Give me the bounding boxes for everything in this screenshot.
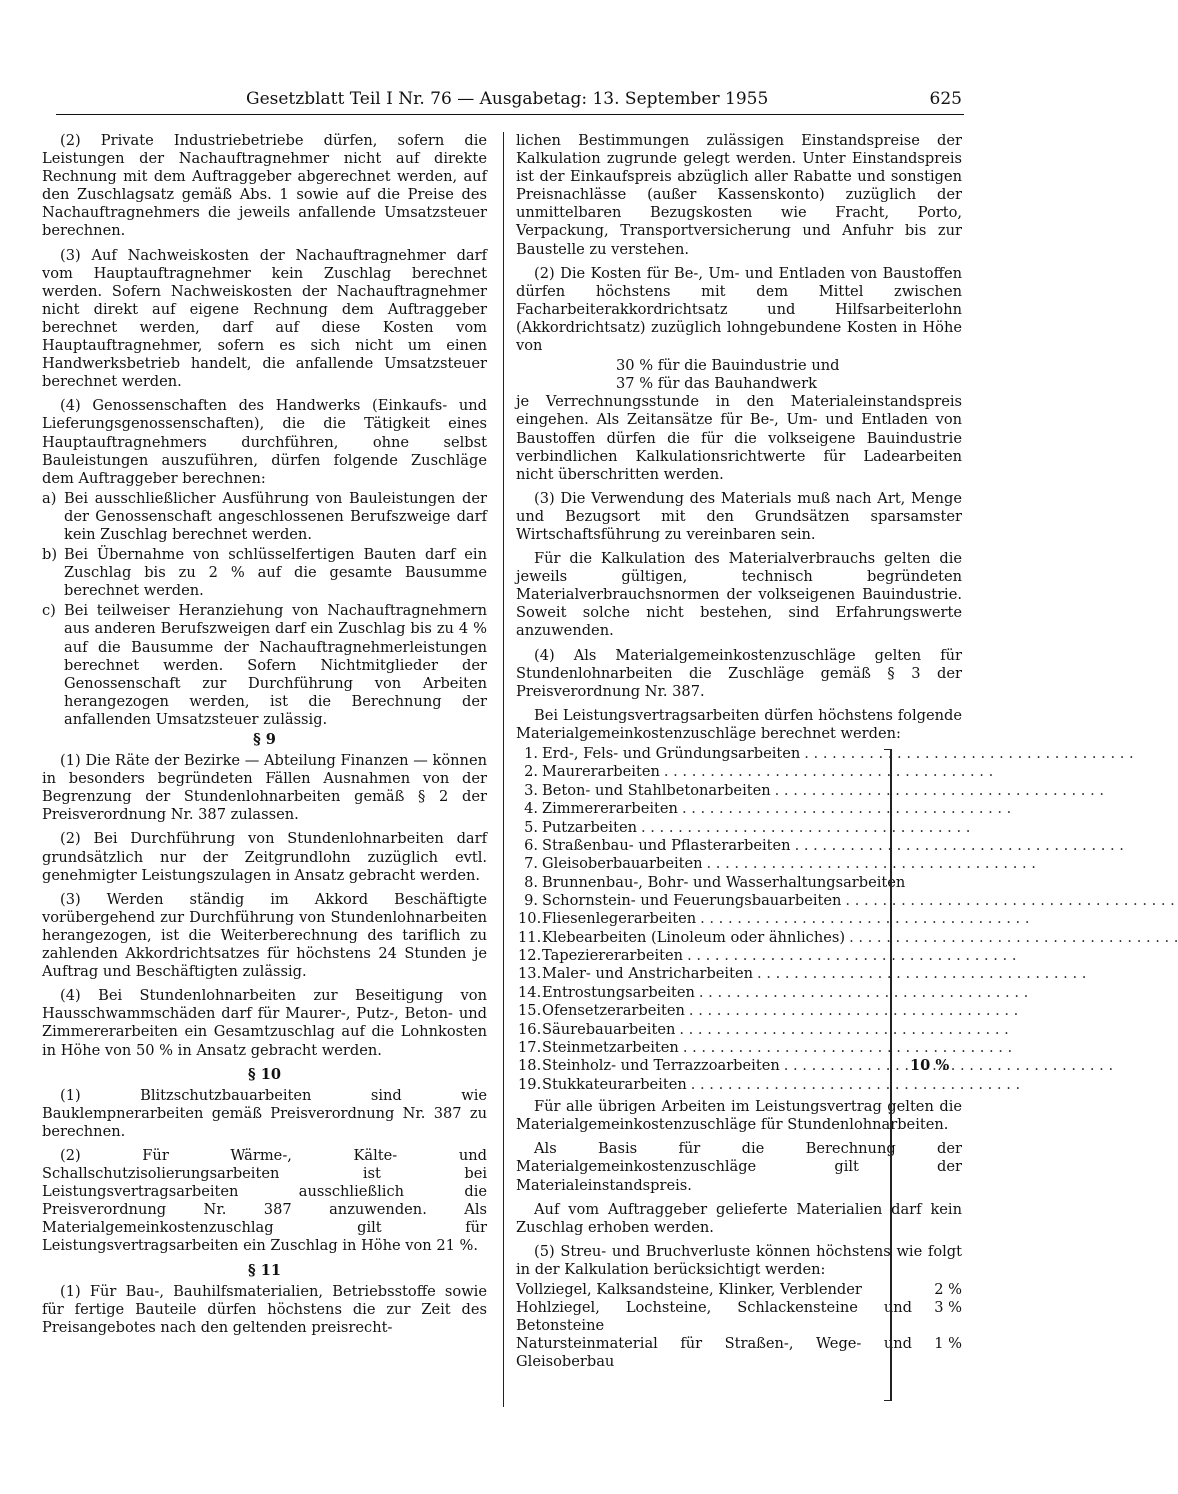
paragraph: (2) Bei Durchführung von Stundenlohnarbeiten darf grundsätzlich nur der Zeitgrundlohn zuzüglich evtl. genehmigter Leistungszulagen in Ansatz gebracht werden. <box>42 830 487 884</box>
list-item-text: Maler- und Anstricharbeiten <box>542 965 754 983</box>
paragraph: (4) Genossenschaften des Handwerks (Einkaufs- und Lieferungsgenossenschaften), die die Tätigkeit eines Hauptauftragnehmers durchführen, ohne selbst Bauleistungen auszuführen, dürfen folgende Zuschläge dem Auftraggeber berechnen: <box>42 397 487 487</box>
dot-leader <box>691 1076 1020 1094</box>
list-item <box>518 745 868 763</box>
list-item <box>518 782 868 800</box>
paragraph: Bei Leistungsvertragsarbeiten dürfen höchstens folgende Materialgemeinkostenzuschläge berechnet werden: <box>516 706 962 742</box>
loss-material: Natursteinmaterial für Straßen-, Wege- und Gleisoberbau <box>516 1335 912 1371</box>
sub-item-label: b) <box>42 546 58 564</box>
sub-item-label: a) <box>42 489 57 507</box>
list-item-text: Gleisoberbauarbeiten <box>542 855 703 873</box>
list-item-number: 4. <box>524 800 538 818</box>
list-item <box>518 892 868 910</box>
paragraph: lichen Bestimmungen zulässigen Einstandspreise der Kalkulation zugrunde gelegt werden. Unter Einstandspreis ist der Einkaufspreis abzüglich aller Rabatte und sonstigen Preisnachlässe (außer Kassenskonto) zuzüglich der unmittelbaren Bezugskosten wie Fracht, Porto, Verpackung, Transportversicherung und Anfuhr bis zur Baustelle zu verstehen. <box>516 132 962 258</box>
dot-leader <box>849 929 1178 947</box>
list-item-number: 17. <box>518 1038 542 1056</box>
list-rate: 10 % <box>910 1057 950 1074</box>
list-item-text: Stukkateurarbeiten <box>542 1075 687 1093</box>
list-item-number: 13. <box>518 965 542 983</box>
list-item <box>518 947 868 965</box>
list-item-number: 5. <box>524 818 538 836</box>
paragraph: Als Basis für die Berechnung der Materialgemeinkostenzuschläge gilt der Materialeinstandspreis. <box>516 1140 962 1194</box>
sub-item-a <box>42 490 487 544</box>
list-item <box>518 837 868 855</box>
list-item-text: Brunnenbau-, Bohr- und Wasserhaltungsarbeiten <box>542 873 906 891</box>
paragraph: (2) Private Industriebetriebe dürfen, sofern die Leistungen der Nachauftragnehmer nicht auf direkte Rechnung mit dem Auftraggeber abgerechnet werden, auf den Zuschlagsatz gemäß Abs. 1 sowie auf die Preise des Nachauftragnehmers die jeweils anfallende Umsatzsteuer berechnen. <box>42 132 487 240</box>
dot-leader <box>707 855 1036 873</box>
list-item-number: 15. <box>518 1002 542 1020</box>
list-item-text: Maurerarbeiten <box>542 763 660 781</box>
loss-row <box>516 1281 962 1299</box>
list-item-text: Säurebauarbeiten <box>542 1020 676 1038</box>
loss-material: Hohlziegel, Lochsteine, Schlackensteine und Betonsteine <box>516 1299 912 1335</box>
paragraph: (5) Streu- und Bruchverluste können höchstens wie folgt in der Kalkulation berücksichtigt werden: <box>516 1242 962 1278</box>
list-item <box>518 1057 868 1075</box>
list-item <box>518 873 906 892</box>
list-item-number: 9. <box>524 891 538 909</box>
sub-item-c <box>42 602 487 729</box>
paragraph: Für die Kalkulation des Materialverbrauchs gelten die jeweils gültigen, technisch begründeten Materialverbrauchsnormen der volkseigenen Bauindustrie. Soweit solche nicht bestehen, sind Erfahrungswerte anzuwenden. <box>516 550 962 640</box>
paragraph: (3) Werden ständig im Akkord Beschäftigte vorübergehend zur Durchführung von Stundenlohnarbeiten herangezogen, ist die Weiterberechnung des tariflich zu zahlenden Akkordrichtsatzes für höchstens 24 Stunden je Auftrag und Beschäftigten zulässig. <box>42 890 487 981</box>
list-item-text: Entrostungsarbeiten <box>542 983 695 1001</box>
list-item <box>518 819 868 837</box>
list-item-number: 1. <box>524 745 538 762</box>
paragraph: (2) Die Kosten für Be-, Um- und Entladen von Baustoffen dürfen höchstens mit dem Mittel zwischen Facharbeiterakkordrichtsatz und Hilfsarbeiterlohn (Akkordrichtsatz) zuzüglich lohngebundene Kosten in Höhe von <box>516 264 962 355</box>
dot-leader <box>664 763 993 781</box>
paragraph: Für alle übrigen Arbeiten im Leistungsvertrag gelten die Materialgemeinkostenzuschläge für Stundenlohnarbeiten. <box>516 1098 962 1134</box>
surcharge-list <box>516 745 962 1094</box>
list-item <box>518 1021 868 1039</box>
list-item-text: Tapeziererarbeiten <box>542 947 684 964</box>
dot-leader <box>845 892 1174 910</box>
paragraph: (2) Für Wärme-, Kälte- und Schallschutzisolierungsarbeiten ist bei Leistungsvertragsarbeiten ausschließlich die Preisverordnung Nr. 387 anzuwenden. Als Materialgemeinkostenzuschlag gilt für Leistungsvertragsarbeiten ein Zuschlag in Höhe von 21 %. <box>42 1146 487 1255</box>
dot-leader <box>682 800 1011 818</box>
list-item <box>518 984 868 1002</box>
list-item <box>518 1076 868 1094</box>
surcharge-list-items <box>518 745 906 1094</box>
list-item <box>518 855 868 873</box>
dot-leader <box>700 910 1029 928</box>
paragraph: (4) Bei Stundenlohnarbeiten zur Beseitigung von Hausschwammschäden darf für Maurer-, Putz-, Beton- und Zimmererarbeiten ein Gesamtzuschlag auf die Lohnkosten in Höhe von 50 % in Ansatz gebracht werden. <box>42 987 487 1059</box>
list-item-text: Ofensetzerarbeiten <box>542 1002 685 1020</box>
sub-item-b <box>42 546 487 600</box>
list-item-text: Beton- und Stahlbetonarbeiten <box>542 781 771 799</box>
left-column <box>42 132 487 1343</box>
loss-material: Vollziegel, Kalksandsteine, Klinker, Verblender <box>516 1280 862 1298</box>
dot-leader <box>804 745 1133 763</box>
dot-leader <box>775 782 1104 800</box>
list-item-number: 18. <box>518 1057 542 1075</box>
paragraph: je Verrechnungsstunde in den Materialeinstandspreis eingehen. Als Zeitansätze für Be-, Um- und Entladen von Baustoffen dürfen die für die volkseigene Bauindustrie verbindlichen Kalkulationsrichtwerte für Ladearbeiten nicht überschritten werden. <box>516 393 962 483</box>
sub-item-text: Bei teilweiser Heranziehung von Nachauftragnehmern aus anderen Berufszweigen darf ein Zuschlag bis zu 4 % auf die Bausumme der Nachauftragnehmerleistungen berechnet werden. Sofern Nichtmitglieder der Genossenschaft zur Durchführung von Arbeiten herangezogen werden, ist die Berechnung der anfallenden Umsatzsteuer zulässig. <box>64 602 487 728</box>
dot-leader <box>683 1039 1012 1057</box>
paragraph: (1) Blitzschutzbauarbeiten sind wie Bauklempnerarbeiten gemäß Preisverordnung Nr. 387 zu berechnen. <box>42 1086 487 1140</box>
list-item-number: 16. <box>518 1020 542 1038</box>
dot-leader <box>679 1021 1008 1039</box>
list-item-number: 14. <box>518 983 542 1001</box>
header-title: Gesetzblatt Teil I Nr. 76 — Ausgabetag: 13. September 1955 <box>246 89 769 109</box>
sub-item-label: c) <box>42 602 56 620</box>
loss-percent: 1 % <box>934 1335 962 1353</box>
list-item-number: 11. <box>518 928 542 946</box>
list-item-number: 10. <box>518 910 542 928</box>
list-item <box>518 800 868 818</box>
loss-percent: 3 % <box>934 1299 962 1317</box>
sub-item-text: Bei ausschließlicher Ausführung von Bauleistungen der der Genossenschaft angeschlossenen Berufszweige darf kein Zuschlag berechnet werden. <box>64 489 487 543</box>
dot-leader <box>689 1002 1018 1020</box>
list-item-number: 2. <box>524 763 538 781</box>
list-item-number: 3. <box>524 781 538 799</box>
brace <box>884 749 892 1401</box>
paragraph: (3) Die Verwendung des Materials muß nach Art, Menge und Bezugsort mit den Grundsätzen sparsamster Wirtschaftsführung zu vereinbaren sein. <box>516 489 962 543</box>
page-header <box>56 88 964 115</box>
paragraph: (1) Für Bau-, Bauhilfsmaterialien, Betriebsstoffe sowie für fertige Bauteile dürfen höchstens die zur Zeit des Preisangebotes nach den geltenden preisrecht- <box>42 1282 487 1336</box>
list-item <box>518 929 868 947</box>
dot-leader <box>795 837 1124 855</box>
right-column <box>516 132 962 1371</box>
paragraph: (1) Die Räte der Bezirke — Abteilung Finanzen — können in besonders begründeten Fällen Ausnahmen von der Begrenzung der Stundenlohnarbeiten gemäß § 2 der Preisverordnung Nr. 387 zulassen. <box>42 752 487 824</box>
list-item-text: Erd-, Fels- und Gründungsarbeiten <box>542 745 801 762</box>
page-number: 625 <box>929 89 962 109</box>
list-item <box>518 1039 868 1057</box>
section-heading-9: § 9 <box>253 731 276 748</box>
list-item-text: Putzarbeiten <box>542 818 637 836</box>
list-item-number: 8. <box>524 873 538 891</box>
rate-line: 37 % für das Bauhandwerk <box>616 375 817 393</box>
list-item-text: Klebearbeiten (Linoleum oder ähnliches) <box>542 928 846 946</box>
dot-leader <box>757 965 1086 983</box>
list-item <box>518 910 868 928</box>
loss-percent: 2 % <box>934 1280 962 1298</box>
dot-leader <box>699 984 1028 1002</box>
list-item-text: Steinholz- und Terrazzoarbeiten <box>542 1057 780 1075</box>
list-item-text: Fliesenlegerarbeiten <box>542 910 697 928</box>
list-item <box>518 763 868 781</box>
list-item-number: 7. <box>524 855 538 873</box>
list-item-number: 19. <box>518 1075 542 1093</box>
list-item-number: 12. <box>518 947 542 964</box>
list-item-text: Steinmetzarbeiten <box>542 1038 679 1056</box>
section-heading-10: § 10 <box>247 1065 282 1083</box>
dot-leader <box>641 819 970 837</box>
section-heading-11: § 11 <box>247 1261 282 1279</box>
list-item <box>518 965 868 983</box>
rate-line: 30 % für die Bauindustrie und <box>616 357 840 375</box>
sub-item-text: Bei Übernahme von schlüsselfertigen Bauten darf ein Zuschlag bis zu 2 % auf die gesamte Bausumme berechnet werden. <box>64 546 487 600</box>
list-item-number: 6. <box>524 836 538 854</box>
paragraph: (4) Als Materialgemeinkostenzuschläge gelten für Stundenlohnarbeiten die Zuschläge gemäß § 3 der Preisverordnung Nr. 387. <box>516 646 962 700</box>
loss-row <box>516 1299 962 1335</box>
list-item-text: Straßenbau- und Pflasterarbeiten <box>542 836 791 854</box>
list-item <box>518 1002 868 1020</box>
paragraph: (3) Auf Nachweiskosten der Nachauftragnehmer darf vom Hauptauftragnehmer kein Zuschlag berechnet werden. Sofern Nachweiskosten der Nachauftragnehmer nicht direkt auf eigene Rechnung dem Auftraggeber berechnet werden, darf auf diese Kosten vom Hauptauftragnehmer, sofern es sich nicht um einen Handwerksbetrieb handelt, die anfallende Umsatzsteuer berechnet werden. <box>42 246 487 391</box>
list-item-text: Zimmererarbeiten <box>542 800 678 818</box>
loss-row <box>516 1335 962 1371</box>
dot-leader <box>687 947 1016 965</box>
list-item-text: Schornstein- und Feuerungsbauarbeiten <box>542 891 842 909</box>
paragraph: Auf vom Auftraggeber gelieferte Materialien darf kein Zuschlag erhoben werden. <box>516 1200 962 1236</box>
column-divider <box>503 132 504 1407</box>
